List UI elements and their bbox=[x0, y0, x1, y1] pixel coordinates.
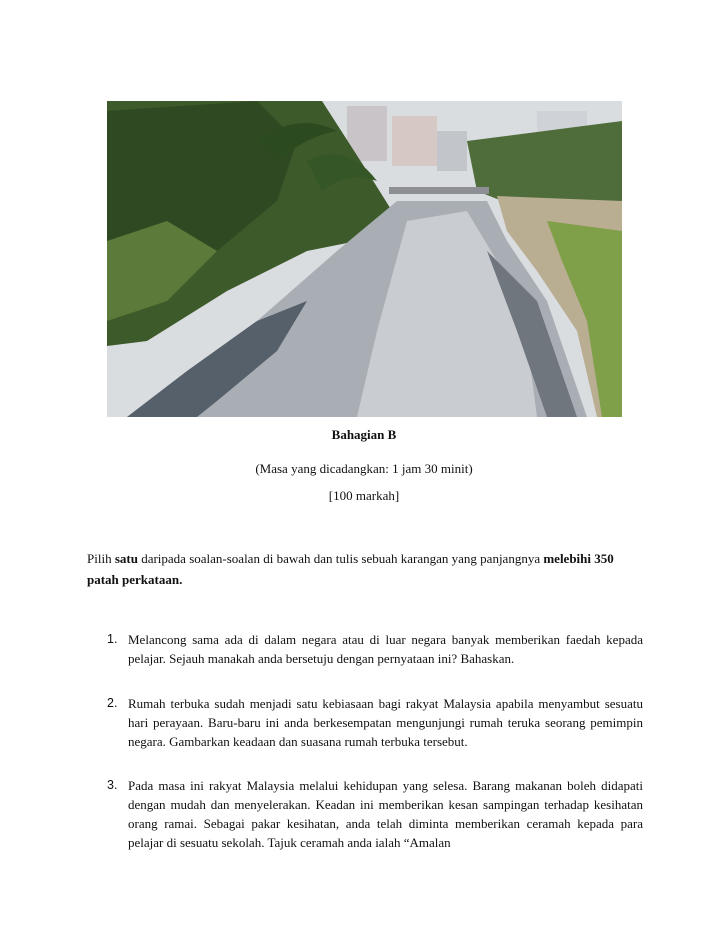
instruction-bold-1: satu bbox=[114, 551, 138, 566]
instruction-bold-2: melebihi 350 patah perkataan. bbox=[87, 551, 614, 587]
question-item bbox=[107, 630, 643, 668]
river-photo bbox=[107, 101, 622, 417]
river-scene-illustration bbox=[107, 101, 622, 417]
question-text: Melancong sama ada di dalam negara atau di luar negara banyak memberikan faedah kepada pelajar. Sejauh manakah anda bersetuju dengan pernyataan ini? Bahaskan. bbox=[128, 632, 643, 666]
instruction-text-1: Pilih bbox=[87, 551, 115, 566]
instruction-paragraph bbox=[87, 548, 642, 590]
question-number: 3. bbox=[107, 778, 118, 792]
question-text: Rumah terbuka sudah menjadi satu kebiasaan bagi rakyat Malaysia apabila menyambut sesuatu hari perayaan. Baru-baru ini anda berkesempatan mengunjungi rumah teruka seorang pemimpin negara. Gambarkan keadaan dan suasana rumah terbuka tersebut. bbox=[128, 696, 643, 749]
total-marks: [100 markah] bbox=[328, 488, 400, 503]
question-item bbox=[107, 694, 643, 751]
question-number: 1. bbox=[107, 632, 118, 646]
suggested-time: (Masa yang dicadangkan: 1 jam 30 minit) bbox=[255, 461, 473, 476]
question-number: 2. bbox=[107, 696, 118, 710]
instruction-text-2: daripada soalan-soalan di bawah dan tulis sebuah karangan yang panjangnya bbox=[137, 551, 544, 566]
section-title: Bahagian B bbox=[331, 427, 397, 442]
question-item bbox=[107, 776, 643, 852]
question-text: Pada masa ini rakyat Malaysia melalui kehidupan yang selesa. Barang makanan boleh didapati dengan mudah dan menyelerakan. Keadan ini memberikan kesan sampingan terhadap kesihatan orang ramai. Sebagai pakar kesihatan, anda telah diminta memberikan ceramah kepada para pelajar di sesuatu sekolah. Tajuk ceramah anda ialah “Amalan bbox=[128, 778, 643, 850]
